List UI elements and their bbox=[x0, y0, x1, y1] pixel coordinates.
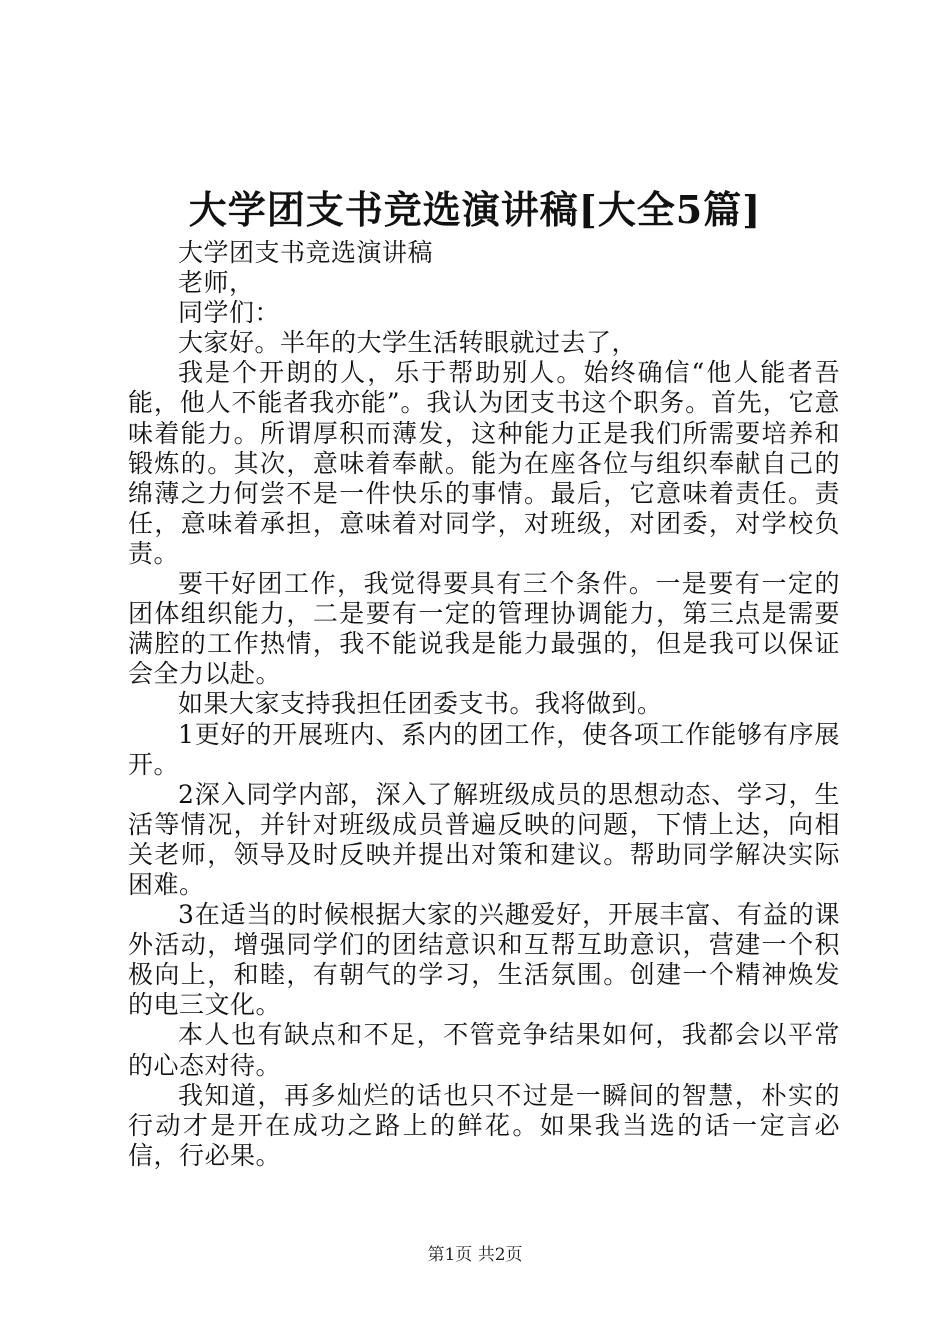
paragraph-commitment: 如果大家支持我担任团委支书。我将做到。 bbox=[178, 689, 663, 719]
paragraph-greeting: 大家好。半年的大学生活转眼就过去了， bbox=[178, 328, 638, 358]
paragraph-point-2: 2深入同学内部，深入了解班级成员的思想动态、学习，生活等情况，并针对班级成员普遍反映的问题，下情上达，向相关老师，领导及时反映并提出对策和建议。帮助同学解决实际困难。 bbox=[128, 779, 840, 899]
paragraph-salutation-students: 同学们： bbox=[178, 298, 281, 328]
paragraph-conditions: 要干好团工作，我觉得要具有三个条件。一是要有一定的团体组织能力，二是要有一定的管理协调能力，第三点是需要满腔的工作热情，我不能说我是能力最强的，但是我可以保证会全力以赴。 bbox=[128, 569, 840, 689]
paragraph-shortcomings: 本人也有缺点和不足，不管竞争结果如何，我都会以平常的心态对待。 bbox=[128, 1020, 840, 1080]
paragraph-self-intro: 我是个开朗的人，乐于帮助别人。始终确信“他人能者吾能，他人不能者我亦能”。我认为团支书这个职务。首先，它意味着能力。所谓厚积而薄发，这种能力正是我们所需要培养和锻炼的。其次，意味着奉献。能为在座各位与组织奉献自己的绵薄之力何尝不是一件快乐的事情。最后，它意味着责任。责任，意味着承担，意味着对同学，对班级，对团委，对学校负责。 bbox=[128, 358, 840, 568]
document-body bbox=[128, 238, 840, 1171]
paragraph-point-3: 3在适当的时候根据大家的兴趣爱好，开展丰富、有益的课外活动，增强同学们的团结意识和互帮互助意识，营建一个积极向上，和睦，有朝气的学习，生活氛围。创建一个精神焕发的电三文化。 bbox=[128, 900, 840, 1020]
paragraph-point-1: 1更好的开展班内、系内的团工作，使各项工作能够有序展开。 bbox=[128, 719, 840, 779]
paragraph-heading: 大学团支书竞选演讲稿 bbox=[178, 238, 434, 267]
paragraph-closing: 我知道，再多灿烂的话也只不过是一瞬间的智慧，朴实的行动才是开在成功之路上的鲜花。如果我当选的话一定言必信，行必果。 bbox=[128, 1080, 840, 1170]
paragraph-salutation-teachers: 老师， bbox=[178, 268, 255, 298]
document-title: 大学团支书竞选演讲稿[大全5篇] bbox=[188, 187, 762, 232]
page-number-footer: 第1页 共2页 bbox=[427, 1245, 523, 1265]
